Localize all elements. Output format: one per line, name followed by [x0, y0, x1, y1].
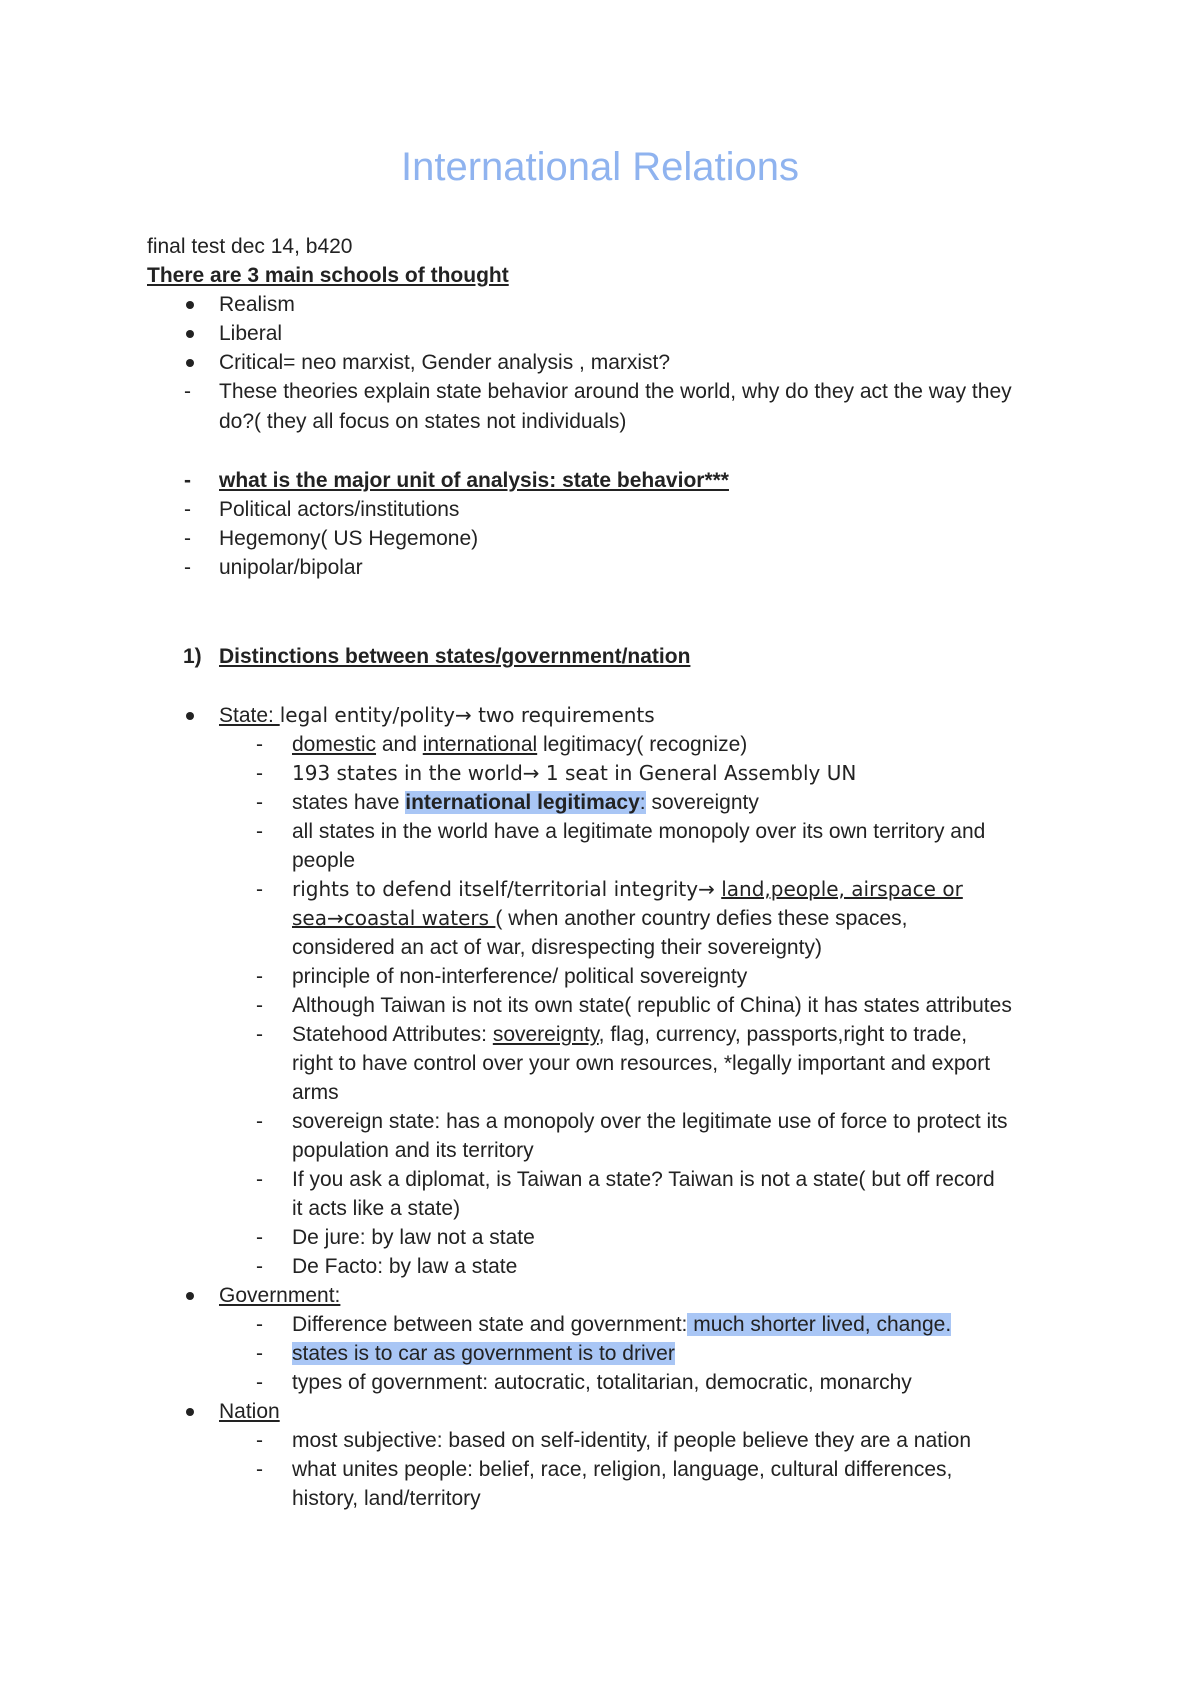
text-fragment: , flag, currency, passports,right to trade,: [598, 1023, 968, 1046]
dash-marker: -: [256, 1342, 263, 1365]
dash-marker: -: [184, 469, 191, 492]
text-fragment: and: [376, 733, 423, 756]
date-line: final test dec 14, b420: [147, 235, 353, 258]
dash-marker: -: [256, 762, 263, 785]
unit-item-hegemony: Hegemony( US Hegemone): [219, 527, 479, 550]
nation-item-subjective: most subjective: based on self-identity, if people believe they are a nation: [292, 1429, 972, 1452]
nation-item-unites-l2: history, land/territory: [292, 1487, 481, 1510]
dash-marker: -: [256, 994, 263, 1017]
nation-label: Nation: [219, 1400, 280, 1423]
dash-marker: -: [256, 1429, 263, 1452]
unit-heading: what is the major unit of analysis: state behavior***: [219, 469, 729, 492]
dash-marker: -: [256, 1168, 263, 1191]
nation-item-unites-l1: what unites people: belief, race, religion, language, cultural differences,: [292, 1458, 953, 1481]
school-item-liberal: Liberal: [219, 322, 283, 345]
unit-item-polarity: unipolar/bipolar: [219, 556, 363, 579]
state-item-de-jure: De jure: by law not a state: [292, 1226, 535, 1249]
state-label-line: [219, 701, 655, 730]
text-fragment: ( when another country defies these spaces,: [495, 907, 908, 930]
dash-marker: -: [256, 1371, 263, 1394]
text-fragment: Statehood Attributes:: [292, 1023, 493, 1046]
international-term: international: [422, 733, 538, 756]
dash-marker: -: [256, 965, 263, 988]
dash-marker: -: [184, 498, 191, 521]
dash-marker: -: [256, 1023, 263, 1046]
state-item-noninterference: principle of non-interference/ political sovereignty: [292, 965, 748, 988]
bullet-icon: [186, 301, 194, 309]
theories-text-line2: do?( they all focus on states not individuals): [219, 410, 627, 433]
dash-marker: -: [184, 556, 191, 579]
dash-marker: -: [256, 1226, 263, 1249]
domestic-term: domestic: [292, 733, 377, 756]
state-item-de-facto: De Facto: by law a state: [292, 1255, 518, 1278]
state-item-193: 193 states in the world→ 1 seat in General Assembly UN: [292, 761, 857, 785]
bullet-icon: [186, 359, 194, 367]
state-item-diplomat-l1: If you ask a diplomat, is Taiwan a state? Taiwan is not a state( but off record: [292, 1168, 995, 1191]
school-item-realism: Realism: [219, 293, 295, 316]
bullet-icon: [186, 712, 194, 720]
state-definition: legal entity/polity→ two requirements: [279, 703, 655, 727]
government-item-types: types of government: autocratic, totalitarian, democratic, monarchy: [292, 1371, 912, 1394]
state-item-defend-l1: [292, 875, 963, 904]
state-label: State:: [219, 704, 280, 727]
bullet-icon: [186, 330, 194, 338]
state-item-monopoly-l2: people: [292, 849, 356, 872]
sovereignty-term: sovereignty: [492, 1023, 599, 1046]
state-item-attributes-l3: arms: [292, 1081, 339, 1104]
dash-marker: -: [256, 1110, 263, 1133]
state-item-defend-l3: considered an act of war, disrespecting their sovereignty): [292, 936, 822, 959]
section-heading: Distinctions between states/government/nation: [219, 645, 691, 668]
text-fragment: Difference between state and government:: [292, 1313, 688, 1336]
text-fragment: :: [639, 791, 646, 814]
highlight-shorter-lived: much shorter lived, change.: [687, 1313, 952, 1336]
government-item-analogy: [292, 1339, 675, 1368]
school-item-critical: Critical= neo marxist, Gender analysis , marxist?: [219, 351, 671, 374]
state-item-diplomat-l2: it acts like a state): [292, 1197, 461, 1220]
dash-marker: -: [256, 1458, 263, 1481]
dash-marker: -: [256, 1313, 263, 1336]
state-item-sovereignty: [292, 788, 759, 817]
dash-marker: -: [256, 878, 263, 901]
text-fragment: legitimacy( recognize): [537, 733, 748, 756]
highlight-car-driver: states is to car as government is to driver: [292, 1342, 675, 1365]
highlight-international-legitimacy: international legitimacy: [405, 791, 640, 814]
government-label: Government:: [219, 1284, 341, 1307]
dash-marker: -: [184, 527, 191, 550]
dash-marker: -: [256, 791, 263, 814]
bullet-icon: [186, 1292, 194, 1300]
section-number: 1): [183, 645, 202, 668]
dash-marker: -: [184, 380, 191, 403]
page-title: International Relations: [400, 145, 800, 189]
unit-item-actors: Political actors/institutions: [219, 498, 460, 521]
dash-marker: -: [256, 1255, 263, 1278]
underlined-waters: sea→coastal waters: [292, 906, 496, 930]
dash-marker: -: [256, 733, 263, 756]
state-item-attributes-l2: right to have control over your own resources, *legally important and export: [292, 1052, 991, 1075]
state-item-defend-l2: [292, 904, 908, 933]
text-fragment: states have: [292, 791, 406, 814]
state-item-attributes-l1: [292, 1020, 967, 1049]
state-item-sovereign-l2: population and its territory: [292, 1139, 534, 1162]
schools-heading: There are 3 main schools of thought: [147, 264, 509, 287]
state-item-legitimacy: [292, 730, 747, 759]
dash-marker: -: [256, 820, 263, 843]
government-item-difference: [292, 1310, 951, 1339]
state-item-taiwan: Although Taiwan is not its own state( republic of China) it has states attributes: [292, 994, 1012, 1017]
bullet-icon: [186, 1408, 194, 1416]
theories-text-line1: These theories explain state behavior around the world, why do they act the way they: [219, 380, 1012, 403]
state-item-sovereign-l1: sovereign state: has a monopoly over the legitimate use of force to protect its: [292, 1110, 1008, 1133]
text-fragment: sovereignty: [645, 791, 759, 814]
text-fragment: rights to defend itself/territorial integrity→: [292, 877, 722, 901]
underlined-spaces: land,people, airspace or: [721, 877, 963, 901]
state-item-monopoly-l1: all states in the world have a legitimate monopoly over its own territory and: [292, 820, 986, 843]
